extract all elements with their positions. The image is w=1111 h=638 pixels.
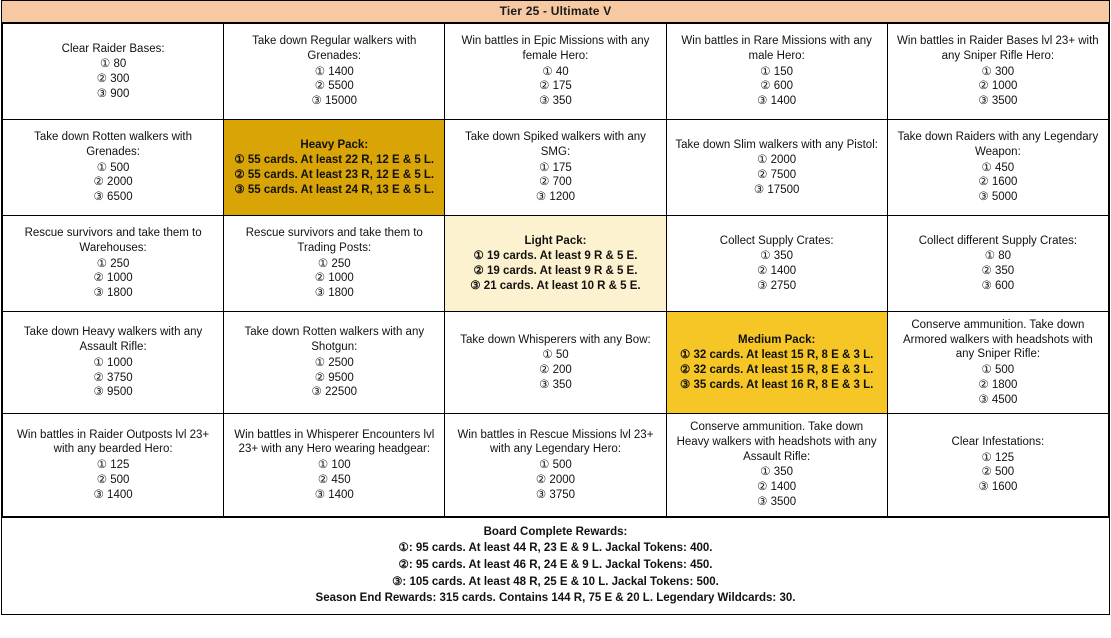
- mission-tier-line: ① 350: [760, 466, 793, 479]
- mission-tier-line: ③ 35 cards. At least 16 R, 8 E & 3 L.: [679, 378, 874, 391]
- mission-tier-list: [536, 458, 575, 502]
- mission-tier-line: ② 300: [96, 73, 130, 85]
- mission-description: Take down Rotten walkers with Grenades:: [34, 131, 193, 158]
- mission-row: [3, 312, 1109, 414]
- mission-tier-list: [982, 249, 1015, 293]
- mission-tier-line: ① 80: [984, 250, 1012, 263]
- mission-grid: [2, 23, 1109, 517]
- mission-cell-inner: [451, 222, 659, 305]
- mission-cell[interactable]: [3, 120, 224, 216]
- mission-tier-line: ① 350: [760, 250, 793, 263]
- mission-cell[interactable]: [887, 24, 1108, 120]
- mission-cell-inner: [673, 30, 881, 113]
- board-rewards-footer: [2, 517, 1109, 614]
- mission-description: Clear Raider Bases:: [61, 42, 165, 55]
- mission-tier-line: ③ 350: [539, 95, 572, 108]
- mission-description: Take down Raiders with any Legendary Weapon:: [897, 131, 1099, 158]
- mission-cell-inner: [451, 420, 659, 509]
- mission-tier-line: ② 500: [96, 473, 130, 486]
- mission-tier-list: [539, 348, 572, 392]
- mission-tier-line: ③ 1200: [535, 191, 576, 204]
- mission-tier-list: [978, 65, 1017, 109]
- mission-cell-inner: [451, 30, 659, 113]
- mission-cell-inner: [9, 318, 217, 407]
- mission-cell-inner: [894, 30, 1102, 113]
- mission-cell-inner: [230, 126, 438, 209]
- mission-description: Take down Rotten walkers with any Shotgun:: [244, 326, 425, 354]
- mission-tier-line: ② 5500: [314, 80, 354, 93]
- mission-tier-line: ① 500: [539, 459, 572, 472]
- reward-line: ③: 105 cards. At least 48 R, 25 E & 10 L. Jackal Tokens: 500.: [392, 575, 719, 588]
- mission-tier-line: ③ 5000: [978, 191, 1018, 204]
- mission-description: Take down Whisperers with any Bow:: [460, 333, 651, 346]
- mission-description: Collect different Supply Crates:: [918, 234, 1078, 247]
- mission-description: Light Pack:: [524, 234, 587, 247]
- mission-cell[interactable]: [3, 414, 224, 516]
- mission-tier-line: ③ 9500: [93, 386, 133, 399]
- mission-cell-inner: [9, 126, 217, 209]
- mission-cell[interactable]: [445, 414, 666, 516]
- mission-tier-line: ③ 1400: [93, 488, 133, 501]
- mission-tier-line: ① 100: [317, 459, 351, 472]
- mission-tier-list: [539, 65, 572, 109]
- mission-tier-line: ③ 15000: [311, 95, 358, 108]
- mission-cell-inner: [894, 318, 1102, 407]
- mission-tier-line: ② 1000: [314, 272, 354, 285]
- mission-cell-inner: [673, 420, 881, 509]
- mission-tier-line: ① 2000: [757, 154, 797, 167]
- mission-tier-line: ① 2500: [314, 356, 354, 369]
- mission-tier-line: ② 500: [981, 466, 1015, 479]
- mission-cell-inner: [451, 318, 659, 407]
- mission-cell-inner: [230, 30, 438, 113]
- mission-tier-list: [234, 153, 434, 197]
- mission-tier-line: ① 500: [981, 364, 1015, 377]
- mission-description: Win battles in Epic Missions with any female Hero:: [461, 35, 650, 62]
- mission-cell[interactable]: [224, 24, 445, 120]
- mission-description: Win battles in Whisperer Encounters lvl 23+ with any Hero wearing headgear:: [234, 428, 435, 456]
- mission-description: Take down Heavy walkers with any Assault Rifle:: [23, 326, 203, 354]
- reward-line: Board Complete Rewards:: [483, 525, 628, 538]
- mission-tier-line: ② 3750: [93, 371, 133, 384]
- mission-tier-line: ③ 2750: [757, 279, 797, 292]
- mission-cell[interactable]: [445, 120, 666, 216]
- mission-tier-line: ① 300: [981, 65, 1015, 78]
- mission-cell-inner: [894, 126, 1102, 209]
- mission-tier-line: ① 125: [96, 459, 130, 472]
- mission-tier-line: ① 32 cards. At least 15 R, 8 E & 3 L.: [679, 349, 874, 362]
- mission-tier-line: ③ 4500: [978, 393, 1018, 406]
- mission-tier-list: [536, 161, 575, 205]
- mission-cell-inner: [230, 318, 438, 407]
- mission-tier-line: ② 2000: [93, 176, 133, 189]
- mission-cell[interactable]: [445, 24, 666, 120]
- mission-tier-line: ① 50: [542, 349, 569, 362]
- mission-tier-line: ② 1000: [978, 80, 1018, 93]
- mission-tier-line: ① 1400: [314, 65, 354, 78]
- mission-tier-list: [97, 57, 130, 101]
- mission-tier-line: ① 250: [317, 257, 351, 270]
- mission-cell-inner: [230, 222, 438, 305]
- mission-tier-line: ① 500: [96, 161, 130, 174]
- mission-cell[interactable]: [887, 414, 1108, 516]
- mission-description: Win battles in Rare Missions with any male Hero:: [681, 35, 872, 62]
- mission-tier-line: ③ 21 cards. At least 10 R & 5 E.: [470, 279, 641, 292]
- mission-tier-line: ② 1400: [757, 265, 797, 277]
- mission-description: Take down Slim walkers with any Pistol:: [675, 138, 878, 151]
- mission-cell[interactable]: [224, 120, 445, 216]
- mission-tier-line: ① 150: [760, 65, 793, 78]
- mission-tier-list: [470, 249, 640, 293]
- reward-line: ①: 95 cards. At least 44 R, 23 E & 9 L. Jackal Tokens: 400.: [398, 542, 713, 555]
- mission-description: Collect Supply Crates:: [719, 234, 834, 247]
- mission-tier-line: ③ 1600: [978, 481, 1018, 494]
- mission-description: Win battles in Rescue Missions lvl 23+ with any Legendary Hero:: [457, 428, 654, 456]
- mission-tier-line: ② 55 cards. At least 23 R, 12 E & 5 L.: [234, 169, 435, 181]
- mission-cell[interactable]: [666, 216, 887, 312]
- mission-cell[interactable]: [445, 312, 666, 414]
- mission-tier-line: ③ 1400: [757, 95, 797, 108]
- mission-tier-list: [315, 257, 354, 301]
- mission-tier-list: [94, 257, 133, 301]
- mission-row: [3, 24, 1109, 120]
- mission-tier-list: [978, 161, 1017, 205]
- mission-cell[interactable]: [666, 414, 887, 516]
- mission-tier-list: [978, 363, 1017, 407]
- mission-tier-list: [757, 65, 796, 109]
- mission-tier-line: ③ 3500: [757, 495, 797, 508]
- mission-tier-line: ① 250: [96, 257, 130, 270]
- mission-cell-inner: [230, 420, 438, 509]
- mission-tier-list: [94, 356, 133, 400]
- mission-cell-inner: [9, 222, 217, 305]
- mission-cell[interactable]: [3, 24, 224, 120]
- mission-cell-inner: [673, 318, 881, 407]
- mission-tier-line: ② 1800: [978, 378, 1018, 391]
- mission-cell-inner: [894, 222, 1102, 305]
- mission-tier-list: [315, 458, 354, 502]
- mission-tier-line: ③ 6500: [93, 191, 133, 204]
- mission-description: Rescue survivors and take them to Trading Posts:: [245, 227, 423, 254]
- mission-tier-list: [680, 348, 873, 392]
- mission-tier-line: ① 40: [542, 65, 569, 78]
- board-title: Tier 25 - Ultimate V: [2, 1, 1109, 23]
- mission-tier-line: ① 55 cards. At least 22 R, 12 E & 5 L.: [234, 154, 435, 167]
- mission-description: Rescue survivors and take them to Warehouses:: [24, 227, 202, 254]
- mission-tier-line: ② 1400: [757, 481, 797, 494]
- mission-tier-line: ① 19 cards. At least 9 R & 5 E.: [473, 250, 638, 263]
- mission-tier-line: ② 350: [981, 265, 1015, 277]
- mission-row: [3, 120, 1109, 216]
- mission-tier-line: ② 2000: [535, 473, 576, 486]
- mission-tier-line: ③ 1400: [314, 488, 354, 501]
- mission-cell-inner: [451, 126, 659, 209]
- mission-tier-line: ③ 350: [539, 378, 572, 391]
- mission-tier-line: ① 1000: [93, 356, 133, 369]
- mission-tier-line: ③ 1800: [314, 287, 354, 300]
- mission-description: Take down Spiked walkers with any SMG:: [465, 131, 646, 158]
- mission-cell[interactable]: [445, 216, 666, 312]
- mission-description: Clear Infestations:: [951, 436, 1045, 449]
- mission-tier-list: [978, 451, 1017, 495]
- mission-tier-line: ① 80: [99, 58, 127, 71]
- mission-description: Win battles in Raider Outposts lvl 23+ with any bearded Hero:: [17, 428, 210, 456]
- mission-tier-line: ② 1000: [93, 272, 133, 285]
- mission-tier-line: ② 32 cards. At least 15 R, 8 E & 3 L.: [679, 364, 874, 377]
- mission-cell[interactable]: [3, 216, 224, 312]
- mission-description: Conserve ammunition. Take down Heavy walkers with headshots with any Assault Rifle:: [676, 421, 877, 463]
- mission-cell-inner: [894, 420, 1102, 509]
- mission-cell-inner: [673, 126, 881, 209]
- mission-cell-inner: [673, 222, 881, 305]
- mission-tier-line: ② 200: [539, 364, 572, 377]
- mission-tier-list: [754, 153, 799, 197]
- mission-tier-list: [757, 465, 796, 509]
- mission-cell[interactable]: [3, 312, 224, 414]
- mission-description: Medium Pack:: [737, 333, 816, 346]
- mission-tier-line: ② 19 cards. At least 9 R & 5 E.: [473, 265, 638, 277]
- mission-cell-inner: [9, 30, 217, 113]
- mission-tier-list: [94, 161, 133, 205]
- mission-cell[interactable]: [224, 414, 445, 516]
- mission-tier-line: ③ 17500: [753, 183, 800, 196]
- mission-board: [1, 0, 1110, 615]
- mission-description: Win battles in Raider Bases lvl 23+ with any Sniper Rifle Hero:: [897, 35, 1099, 62]
- mission-grid-body: [3, 24, 1109, 517]
- mission-tier-line: ③ 55 cards. At least 24 R, 13 E & 5 L.: [234, 183, 435, 196]
- mission-cell[interactable]: [224, 216, 445, 312]
- mission-description: Take down Regular walkers with Grenades:: [252, 35, 417, 62]
- mission-tier-line: ③ 900: [96, 87, 130, 100]
- reward-line: Season End Rewards: 315 cards. Contains 144 R, 75 E & 20 L. Legendary Wildcards: 30.: [315, 592, 796, 605]
- mission-cell[interactable]: [224, 312, 445, 414]
- reward-line: ②: 95 cards. At least 46 R, 24 E & 9 L. Jackal Tokens: 450.: [398, 558, 713, 571]
- mission-tier-line: ③ 22500: [311, 386, 358, 399]
- mission-cell[interactable]: [887, 120, 1108, 216]
- mission-tier-list: [312, 356, 357, 400]
- mission-cell[interactable]: [887, 312, 1108, 414]
- mission-cell[interactable]: [666, 24, 887, 120]
- mission-tier-line: ③ 600: [981, 279, 1015, 292]
- mission-description: Heavy Pack:: [300, 138, 369, 151]
- mission-row: [3, 216, 1109, 312]
- mission-tier-line: ③ 3500: [978, 95, 1018, 108]
- mission-row: [3, 414, 1109, 516]
- mission-tier-line: ② 1600: [978, 176, 1018, 189]
- mission-tier-line: ② 175: [539, 80, 572, 93]
- mission-tier-line: ③ 1800: [93, 287, 133, 300]
- mission-cell[interactable]: [887, 216, 1108, 312]
- mission-tier-line: ① 450: [981, 161, 1015, 174]
- mission-tier-line: ② 7500: [757, 169, 797, 181]
- mission-tier-line: ② 600: [760, 80, 793, 93]
- mission-tier-line: ① 125: [981, 451, 1015, 464]
- mission-tier-line: ① 175: [539, 161, 572, 174]
- mission-tier-list: [94, 458, 133, 502]
- mission-tier-line: ③ 3750: [535, 488, 576, 501]
- mission-cell-inner: [9, 420, 217, 509]
- mission-tier-line: ② 700: [539, 176, 572, 189]
- mission-tier-list: [312, 65, 357, 109]
- mission-tier-line: ② 9500: [314, 371, 354, 384]
- mission-tier-line: ② 450: [317, 473, 351, 486]
- mission-tier-list: [757, 249, 796, 293]
- mission-description: Conserve ammunition. Take down Armored walkers with headshots with any Sniper Rifle:: [902, 319, 1093, 361]
- mission-cell[interactable]: [666, 120, 887, 216]
- mission-cell[interactable]: [666, 312, 887, 414]
